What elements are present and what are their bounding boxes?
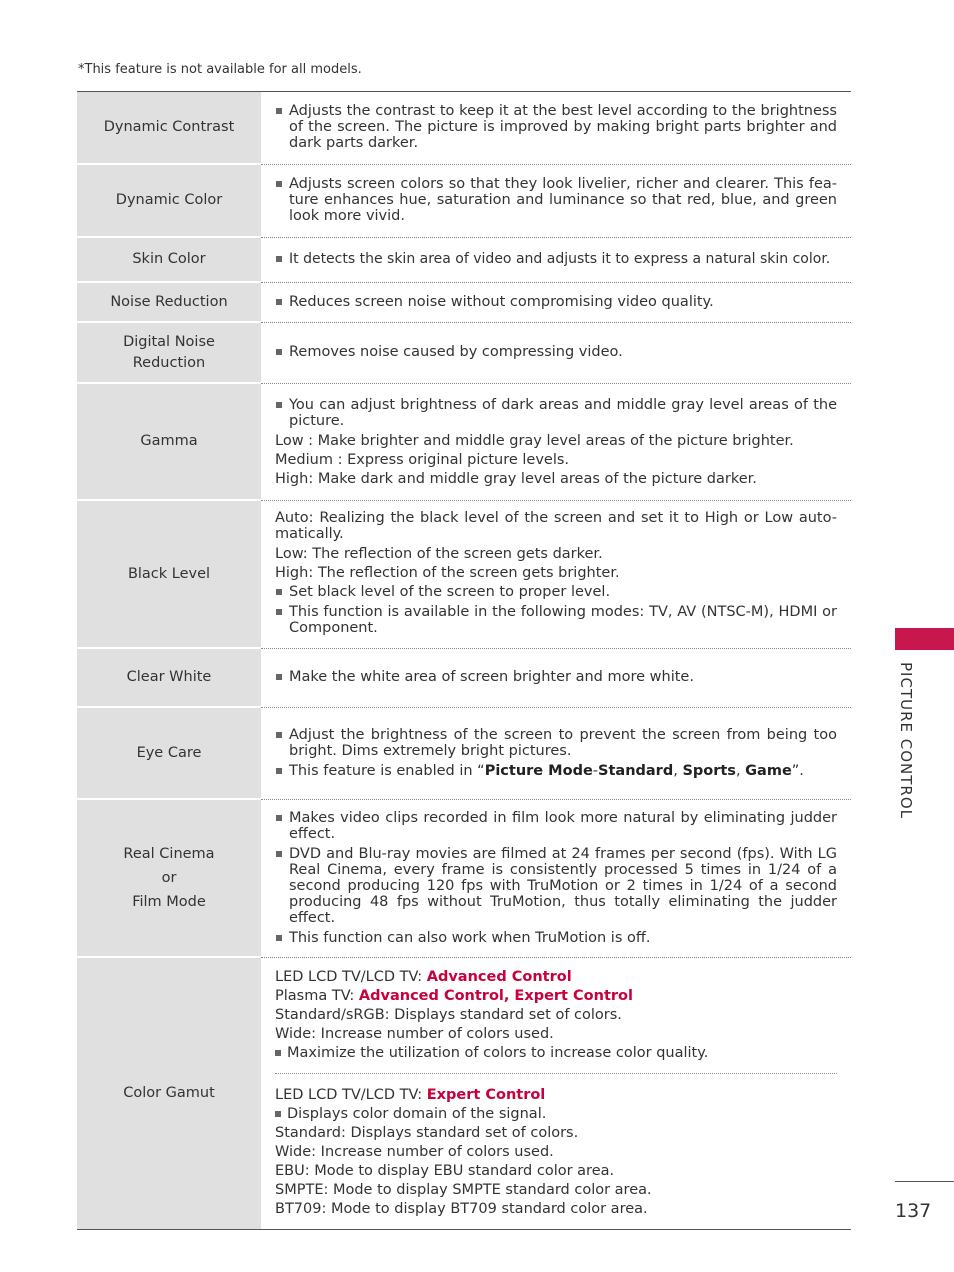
page-number: 137: [895, 1200, 932, 1222]
bullet-item: This function can also work when TruMotion is off.: [275, 930, 837, 946]
desc-line: Wide: Increase number of colors used.: [275, 1144, 554, 1160]
row-description: [261, 283, 851, 323]
menu-path: Expert Control: [426, 1087, 546, 1103]
row-label: Dynamic Color: [77, 165, 261, 238]
row-description: [261, 92, 851, 165]
table-row: [77, 165, 851, 238]
mode-game: Game: [745, 762, 792, 779]
desc-line: [275, 987, 837, 1006]
bullet-item: Removes noise caused by compressing video.: [275, 344, 837, 360]
color-gamut-section: [275, 958, 837, 1073]
row-description: [261, 323, 851, 384]
table-row: [77, 384, 851, 501]
desc-line: Low: The reflection of the screen gets darker.: [275, 546, 603, 562]
row-label: Color Gamut: [77, 958, 261, 1229]
desc-line: [275, 1086, 837, 1105]
row-label: Eye Care: [77, 708, 261, 800]
menu-path: Advanced Control, Expert Control: [358, 988, 633, 1004]
bullet-item: Make the white area of screen brighter and more white.: [275, 669, 837, 685]
desc-line: BT709: Mode to display BT709 standard color area.: [275, 1201, 648, 1217]
bullet-item: Adjusts screen colors so that they look livelier, richer and clearer. This fea- ture enhances hue, saturation and luminance so that red, blue, and green look more vivid.: [275, 176, 837, 224]
label-line: Film Mode: [132, 894, 206, 910]
label-line: Digital Noise: [123, 333, 215, 350]
text-run: Plasma TV:: [275, 988, 359, 1004]
row-label: [77, 323, 261, 384]
row-description: [261, 800, 851, 958]
text-run: ”.: [791, 762, 804, 779]
label-line: Reduction: [132, 354, 206, 371]
text-run: This feature is enabled in “: [289, 762, 485, 779]
row-description: [261, 384, 851, 501]
bullet-item: This function is available in the following modes: TV, AV (NTSC-M), HDMI or Component.: [275, 604, 837, 636]
picture-settings-table: [77, 91, 851, 1230]
bullet-item: Maximize the utilization of colors to increase color quality.: [275, 1044, 837, 1063]
desc-line: Auto: Realizing the black level of the screen and set it to High or Low auto- matically.: [275, 510, 837, 542]
table-row: [77, 501, 851, 649]
row-label: [77, 800, 261, 958]
text-run: ,: [735, 762, 746, 779]
color-gamut-section: [275, 1073, 837, 1229]
row-label: Skin Color: [77, 238, 261, 283]
mode-sports: Sports: [682, 762, 736, 779]
row-label: Clear White: [77, 649, 261, 708]
bullet-item: DVD and Blu-ray movies are filmed at 24 frames per second (fps). With LG Real Cinema, every frame is consistently processed 5 times in 1/24 of a second producing 120 fps with TruMotion or 2 times in 1/24 of a second producing 48 fps without TruMotion, thus totally eliminating the judder effect.: [275, 846, 837, 926]
bullet-item: Reduces screen noise without compromising video quality.: [275, 294, 837, 310]
bullet-item: Displays color domain of the signal.: [275, 1105, 837, 1124]
table-row: [77, 238, 851, 283]
table-row: [77, 323, 851, 384]
desc-line: High: The reflection of the screen gets brighter.: [275, 565, 620, 581]
row-description: [261, 649, 851, 708]
table-row: [77, 708, 851, 800]
desc-line: Standard/sRGB: Displays standard set of colors.: [275, 1007, 622, 1023]
desc-line: SMPTE: Mode to display SMPTE standard color area.: [275, 1182, 652, 1198]
section-title: PICTURE CONTROL: [897, 662, 915, 820]
text-run: LED LCD TV/LCD TV:: [275, 1087, 427, 1103]
row-label: Noise Reduction: [77, 283, 261, 323]
desc-line: High: Make dark and middle gray level areas of the picture darker.: [275, 470, 757, 487]
mode-picture-mode: Picture Mode: [484, 762, 593, 779]
bullet-item: You can adjust brightness of dark areas and middle gray level areas of the picture.: [275, 397, 837, 429]
desc-line: Standard: Displays standard set of colors.: [275, 1125, 579, 1141]
availability-note: *This feature is not available for all models.: [78, 62, 362, 77]
bullet-item: Makes video clips recorded in film look more natural by eliminating judder effect.: [275, 810, 837, 842]
bullet-item: Set black level of the screen to proper level.: [275, 584, 837, 600]
row-description: [261, 958, 851, 1229]
label-line: Real Cinema: [123, 846, 215, 862]
row-description: [261, 238, 851, 283]
text-run: -: [592, 762, 599, 779]
menu-path: Advanced Control: [426, 969, 572, 985]
row-description: [261, 501, 851, 649]
table-row: [77, 800, 851, 958]
table-row: [77, 283, 851, 323]
table-row: [77, 92, 851, 165]
table-row: [77, 649, 851, 708]
desc-line: Wide: Increase number of colors used.: [275, 1026, 554, 1042]
row-label: Black Level: [77, 501, 261, 649]
text-run: LED LCD TV/LCD TV:: [275, 969, 427, 985]
row-label: Gamma: [77, 384, 261, 501]
desc-line: EBU: Mode to display EBU standard color area.: [275, 1163, 615, 1179]
bullet-item: [275, 763, 837, 779]
table-row: [77, 958, 851, 1229]
page-number-rule: [895, 1181, 954, 1182]
mode-standard: Standard: [598, 762, 674, 779]
desc-line: Medium : Express original picture levels.: [275, 451, 570, 468]
section-tab-marker: [895, 628, 954, 650]
bullet-item: Adjust the brightness of the screen to prevent the screen from being too bright. Dims extremely bright pictures.: [275, 727, 837, 759]
desc-line: Low : Make brighter and middle gray level areas of the picture brighter.: [275, 432, 794, 449]
bullet-item: It detects the skin area of video and adjusts it to express a natural skin color.: [275, 251, 837, 267]
text-run: ,: [673, 762, 683, 779]
desc-line: [275, 968, 837, 987]
bullet-item: Adjusts the contrast to keep it at the best level according to the brightness of the screen. The picture is improved by making bright parts brighter and dark parts darker.: [275, 103, 837, 151]
row-label: Dynamic Contrast: [77, 92, 261, 165]
row-description: [261, 708, 851, 800]
row-description: [261, 165, 851, 238]
label-line: or: [161, 870, 177, 886]
